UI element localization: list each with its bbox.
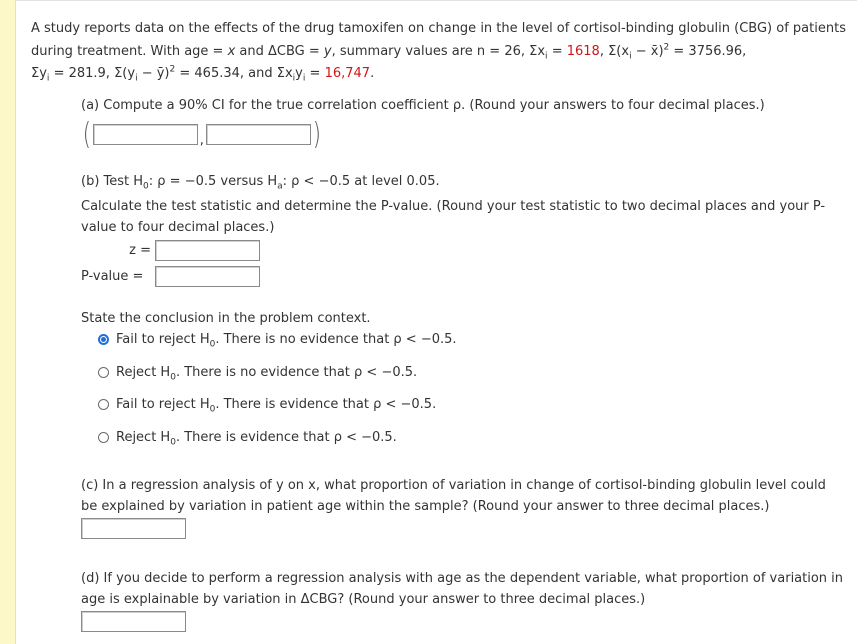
z-row [81, 240, 846, 262]
part-c-input[interactable] [81, 518, 186, 539]
radio-selected-icon[interactable] [98, 334, 109, 345]
ci-interval [81, 116, 846, 152]
left-margin-stripe [0, 0, 16, 644]
option-fail-reject-evidence[interactable]: Fail to reject $H_0$. There is evidence that ρ < −0.5. [98, 394, 846, 416]
option-reject-no-evidence[interactable]: Reject $H_0$. There is no evidence that ρ < −0.5. [98, 361, 846, 383]
problem-statement: A study reports data on the effects of the drug tamoxifen on change in the level of cortisol-binding globulin (CBG) of patients during treatment. With age = x and ΔCBG = y, summary values are n = 26, $\Sigma x_i = 1618$, $\Sigma(x_i$ − x̄)$^2$ = 3756.96, $\Sigma y_i = 281.9$, $\Sigma(y_i$ − ȳ)$^2$ = 465.34, and $\Sigma x_iy_i = 16,747$. [31, 21, 846, 84]
radio-icon[interactable] [98, 399, 109, 410]
left-paren: ( [82, 116, 91, 152]
part-a [81, 95, 846, 150]
part-b-instruction: Calculate the test statistic and determine the P-value. (Round your test statistic to two decimal places and your P-value to four decimal places.) [81, 198, 826, 235]
ci-upper-input[interactable] [206, 124, 311, 145]
top-divider [15, 0, 857, 5]
p-value-label: P-value = [81, 269, 144, 284]
sum-x-value: 1618 [566, 43, 600, 59]
part-c-question: (c) In a regression analysis of y on x, what proportion of variation in change of cortisol-binding globulin level could be explained by variation in patient age within the sample? (Round your answer to three decimal places.) [81, 478, 826, 514]
right-paren: ) [312, 116, 321, 152]
ci-comma: , [199, 133, 204, 148]
conclusion-options [81, 329, 846, 449]
part-c [81, 475, 846, 539]
part-d-input[interactable] [81, 611, 186, 632]
part-b [81, 171, 846, 449]
p-value-row [81, 266, 846, 288]
radio-icon[interactable] [98, 432, 109, 443]
part-a-question: (a) Compute a 90% CI for the true correlation coefficient ρ. (Round your answers to four decimal places.) [81, 97, 765, 113]
sum-xy-value: 16,747 [324, 66, 371, 81]
z-input[interactable] [155, 240, 260, 261]
question-content [31, 18, 846, 632]
p-value-input[interactable] [155, 266, 260, 287]
ci-lower-input[interactable] [93, 124, 198, 145]
radio-icon[interactable] [98, 367, 109, 378]
option-fail-reject-no-evidence[interactable]: Fail to reject $H_0$. There is no evidence that ρ < −0.5. [98, 329, 846, 351]
part-b-hypothesis: (b) Test $H_0$: ρ = −0.5 versus $H_a$: ρ < −0.5 at level 0.05. [81, 173, 440, 192]
z-label: z = [129, 243, 151, 258]
part-d [81, 568, 846, 632]
conclusion-prompt: State the conclusion in the problem context. [81, 310, 371, 326]
option-reject-evidence[interactable]: Reject $H_0$. There is evidence that ρ < −0.5. [98, 426, 846, 448]
part-d-question: (d) If you decide to perform a regression analysis with age as the dependent variable, what proportion of variation in age is explainable by variation in ΔCBG? (Round your answer to three decimal places.) [81, 571, 844, 607]
